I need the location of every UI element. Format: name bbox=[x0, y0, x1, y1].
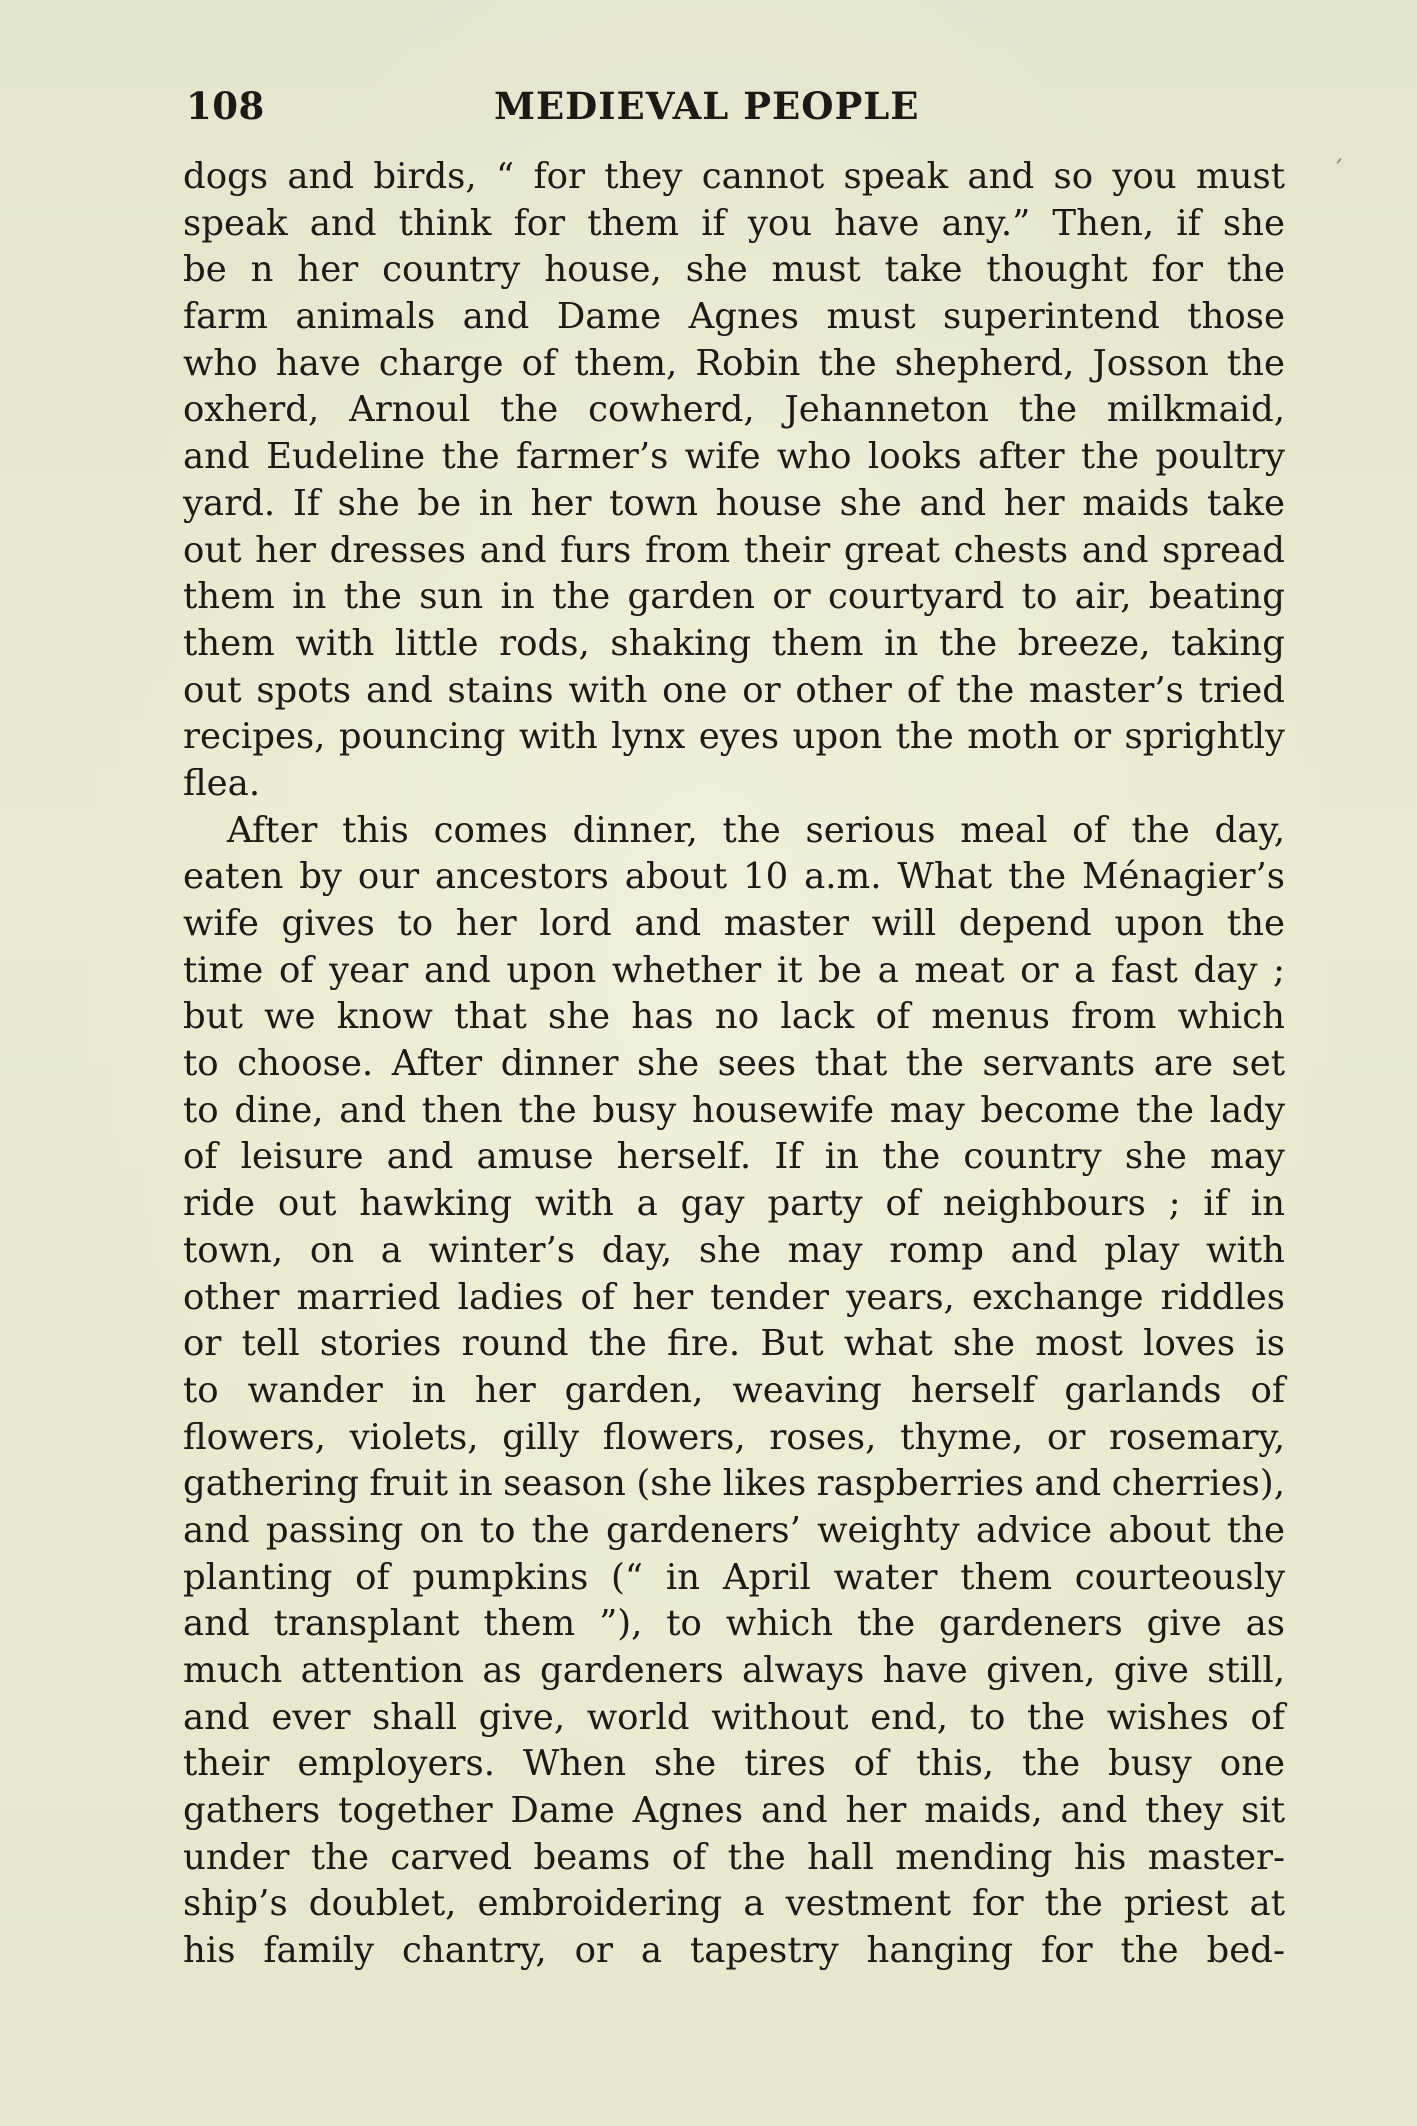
text-line: his family chantry, or a tapestry hanging for the bed- bbox=[183, 1930, 1285, 1972]
body-text bbox=[183, 154, 1285, 1975]
text-line: farm animals and Dame Agnes must superintend those bbox=[183, 296, 1285, 338]
text-line: and ever shall give, world without end, to the wishes of bbox=[183, 1696, 1285, 1738]
paper-speck bbox=[1336, 158, 1341, 164]
running-head bbox=[186, 84, 1286, 136]
page-number: 108 bbox=[186, 84, 265, 128]
text-line: who have charge of them, Robin the shepherd, Josson the bbox=[183, 342, 1285, 384]
text-line: or tell stories round the fire. But what she most loves is bbox=[183, 1323, 1285, 1365]
text-line: speak and think for them if you have any.” Then, if she bbox=[183, 202, 1285, 244]
text-line: wife gives to her lord and master will depend upon the bbox=[183, 903, 1285, 944]
paragraph-first-line: After this comes dinner, the serious meal of the day, bbox=[227, 809, 1285, 851]
text-line: to wander in her garden, weaving herself garlands of bbox=[183, 1369, 1285, 1411]
text-line: gathering fruit in season (she likes raspberries and cherries), bbox=[183, 1463, 1285, 1505]
text-line: to dine, and then the busy housewife may become the lady bbox=[183, 1089, 1285, 1131]
text-line: under the carved beams of the hall mending his master- bbox=[183, 1836, 1285, 1878]
text-line: town, on a winter’s day, she may romp and play with bbox=[183, 1229, 1285, 1271]
text-line: ship’s doublet, embroidering a vestment for the priest at bbox=[183, 1883, 1285, 1925]
text-line: out spots and stains with one or other of the master’s tried bbox=[183, 669, 1285, 711]
text-line: them with little rods, shaking them in the breeze, taking bbox=[183, 622, 1285, 664]
text-line: and Eudeline the farmer’s wife who looks after the poultry bbox=[183, 436, 1285, 478]
text-line: yard. If she be in her town house she and her maids take bbox=[183, 482, 1285, 524]
text-line: and passing on to the gardeners’ weighty advice about the bbox=[183, 1509, 1285, 1551]
text-line: of leisure and amuse herself. If in the country she may bbox=[183, 1136, 1285, 1178]
text-line: planting of pumpkins (“ in April water them courteously bbox=[183, 1556, 1285, 1598]
running-title: MEDIEVAL PEOPLE bbox=[494, 84, 920, 128]
text-line: time of year and upon whether it be a meat or a fast day ; bbox=[183, 949, 1285, 991]
text-line: them in the sun in the garden or courtyard to air, beating bbox=[183, 576, 1285, 618]
text-line: their employers. When she tires of this, the busy one bbox=[183, 1743, 1285, 1785]
text-line: recipes, pouncing with lynx eyes upon the moth or sprightly bbox=[183, 716, 1285, 758]
text-line: but we know that she has no lack of menus from which bbox=[183, 996, 1285, 1038]
text-line: much attention as gardeners always have given, give still, bbox=[183, 1650, 1285, 1691]
text-line: gathers together Dame Agnes and her maids, and they sit bbox=[183, 1790, 1285, 1832]
text-line: be n her country house, she must take thought for the bbox=[183, 249, 1285, 291]
text-line: dogs and birds, “ for they cannot speak and so you must bbox=[183, 156, 1285, 197]
text-line: oxherd, Arnoul the cowherd, Jehanneton the milkmaid, bbox=[183, 389, 1285, 431]
paragraph-end-line: flea. bbox=[183, 762, 261, 804]
text-line: eaten by our ancestors about 10 a.m. What the Ménagier’s bbox=[183, 856, 1285, 898]
text-line: out her dresses and furs from their great chests and spread bbox=[183, 529, 1285, 571]
text-line: flowers, violets, gilly flowers, roses, thyme, or rosemary, bbox=[183, 1416, 1285, 1458]
text-line: and transplant them ”), to which the gardeners give as bbox=[183, 1603, 1285, 1645]
text-line: to choose. After dinner she sees that the servants are set bbox=[183, 1043, 1285, 1085]
text-line: other married ladies of her tender years, exchange riddles bbox=[183, 1276, 1285, 1318]
text-line: ride out hawking with a gay party of neighbours ; if in bbox=[183, 1183, 1285, 1225]
